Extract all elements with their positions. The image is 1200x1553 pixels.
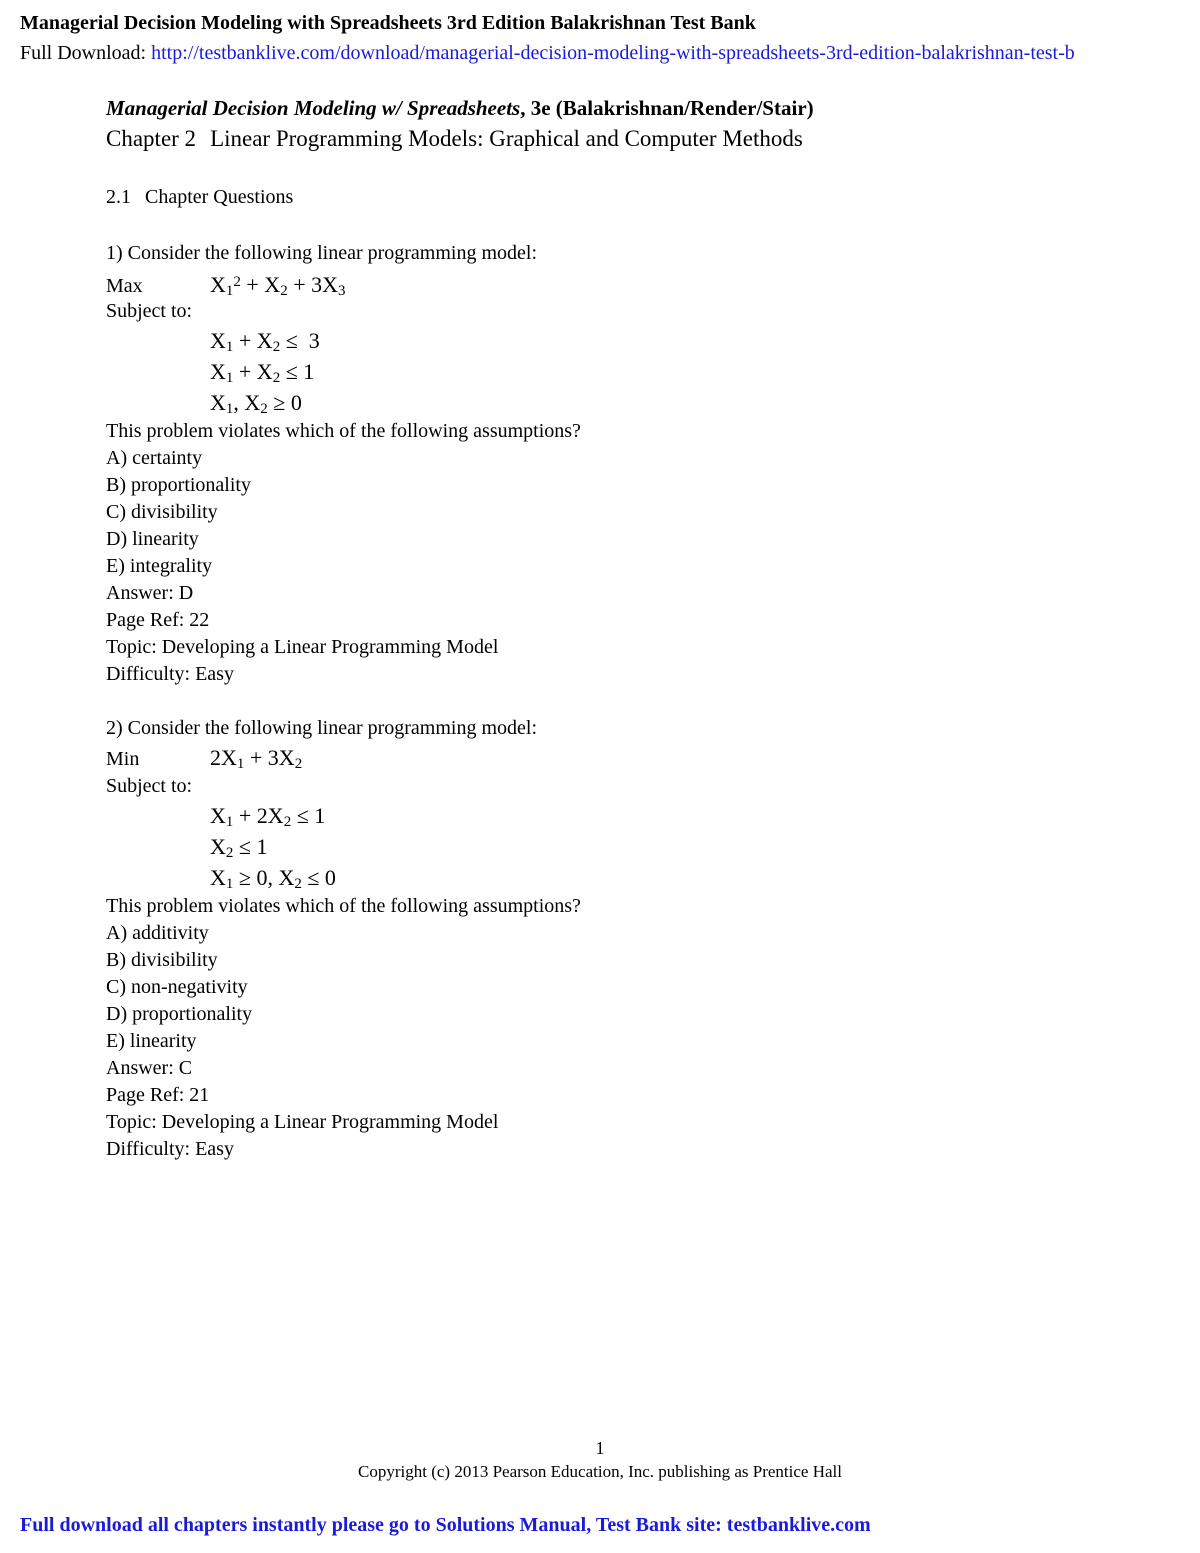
objective-function (106, 267, 1166, 298)
subject-to-label: Subject to: (106, 775, 193, 797)
difficulty: Difficulty: Easy (106, 1138, 234, 1160)
answer-option: D) linearity (106, 528, 199, 550)
document-body (106, 96, 1166, 1163)
constraint: $X_2 \le 1$ (210, 834, 268, 861)
section-title: Chapter Questions (145, 186, 294, 208)
topic: Topic: Developing a Linear Programming Model (106, 1111, 499, 1133)
question-prompt: This problem violates which of the following assumptions? (106, 420, 581, 442)
question-prompt: This problem violates which of the following assumptions? (106, 895, 581, 917)
page-number: 1 (595, 1438, 605, 1458)
constraint: $X_1 + X_2 \le 3$ (210, 328, 320, 355)
answer-option: E) linearity (106, 1030, 197, 1052)
answer-option: B) divisibility (106, 949, 218, 971)
answer-option: C) non-negativity (106, 976, 248, 998)
difficulty: Difficulty: Easy (106, 663, 234, 685)
answer-key: Answer: C (106, 1057, 193, 1079)
objective-keyword: Max (106, 275, 143, 297)
book-title-line (106, 96, 1166, 126)
constraint: $X_1 + 2X_2 \le 1$ (210, 803, 326, 830)
chapter-title: Linear Programming Models: Graphical and Computer Methods (210, 126, 803, 151)
page-ref: Page Ref: 22 (106, 609, 210, 631)
question-stem: 2) Consider the following linear programming model: (106, 717, 538, 739)
page-ref: Page Ref: 21 (106, 1084, 210, 1106)
download-line (20, 42, 1200, 65)
chapter-number: Chapter 2 (106, 126, 197, 151)
answer-option: A) certainty (106, 447, 203, 469)
answer-option: B) proportionality (106, 474, 251, 496)
copyright-notice: Copyright (c) 2013 Pearson Education, Inc. publishing as Prentice Hall (358, 1462, 842, 1481)
constraint: $X_1 + X_2 \le 1$ (210, 359, 315, 386)
constraint: $X_1$, $X_2 \ge 0$ (210, 390, 302, 417)
answer-option: E) integrality (106, 555, 213, 577)
question-stem: 1) Consider the following linear programming model: (106, 242, 538, 264)
answer-option: A) additivity (106, 922, 209, 944)
topic: Topic: Developing a Linear Programming Model (106, 636, 499, 658)
answer-option: D) proportionality (106, 1003, 253, 1025)
section-heading (106, 186, 1166, 213)
objective-keyword: Min (106, 748, 140, 770)
question-1 (106, 240, 1166, 688)
section-number: 2.1 (106, 186, 131, 208)
book-edition-authors: , 3e (Balakrishnan/Render/Stair) (520, 96, 814, 120)
chapter-heading (106, 126, 1166, 156)
banner-title: Managerial Decision Modeling with Spreadsheets 3rd Edition Balakrishnan Test Bank (20, 12, 756, 34)
footer-banner: Full download all chapters instantly please go to Solutions Manual, Test Bank site: testbanklive.com (20, 1514, 871, 1536)
book-title: Managerial Decision Modeling w/ Spreadsheets (106, 96, 521, 120)
download-label: Full Download: (20, 42, 152, 64)
question-2 (106, 715, 1166, 1163)
subject-to-label: Subject to: (106, 300, 193, 322)
answer-option: C) divisibility (106, 501, 218, 523)
objective-function (106, 742, 1166, 773)
constraint: $X_1 \ge 0$, $X_2 \le 0$ (210, 865, 336, 892)
download-link[interactable]: http://testbanklive.com/download/managerial-decision-modeling-with-spreadsheets-3rd-edition-balakrishnan-test-b (151, 42, 1075, 64)
objective-expression: $X_1^2 + X_2 + 3X_3$ (210, 272, 346, 299)
answer-key: Answer: D (106, 582, 194, 604)
objective-expression: $2X_1 + 3X_2$ (210, 745, 303, 772)
